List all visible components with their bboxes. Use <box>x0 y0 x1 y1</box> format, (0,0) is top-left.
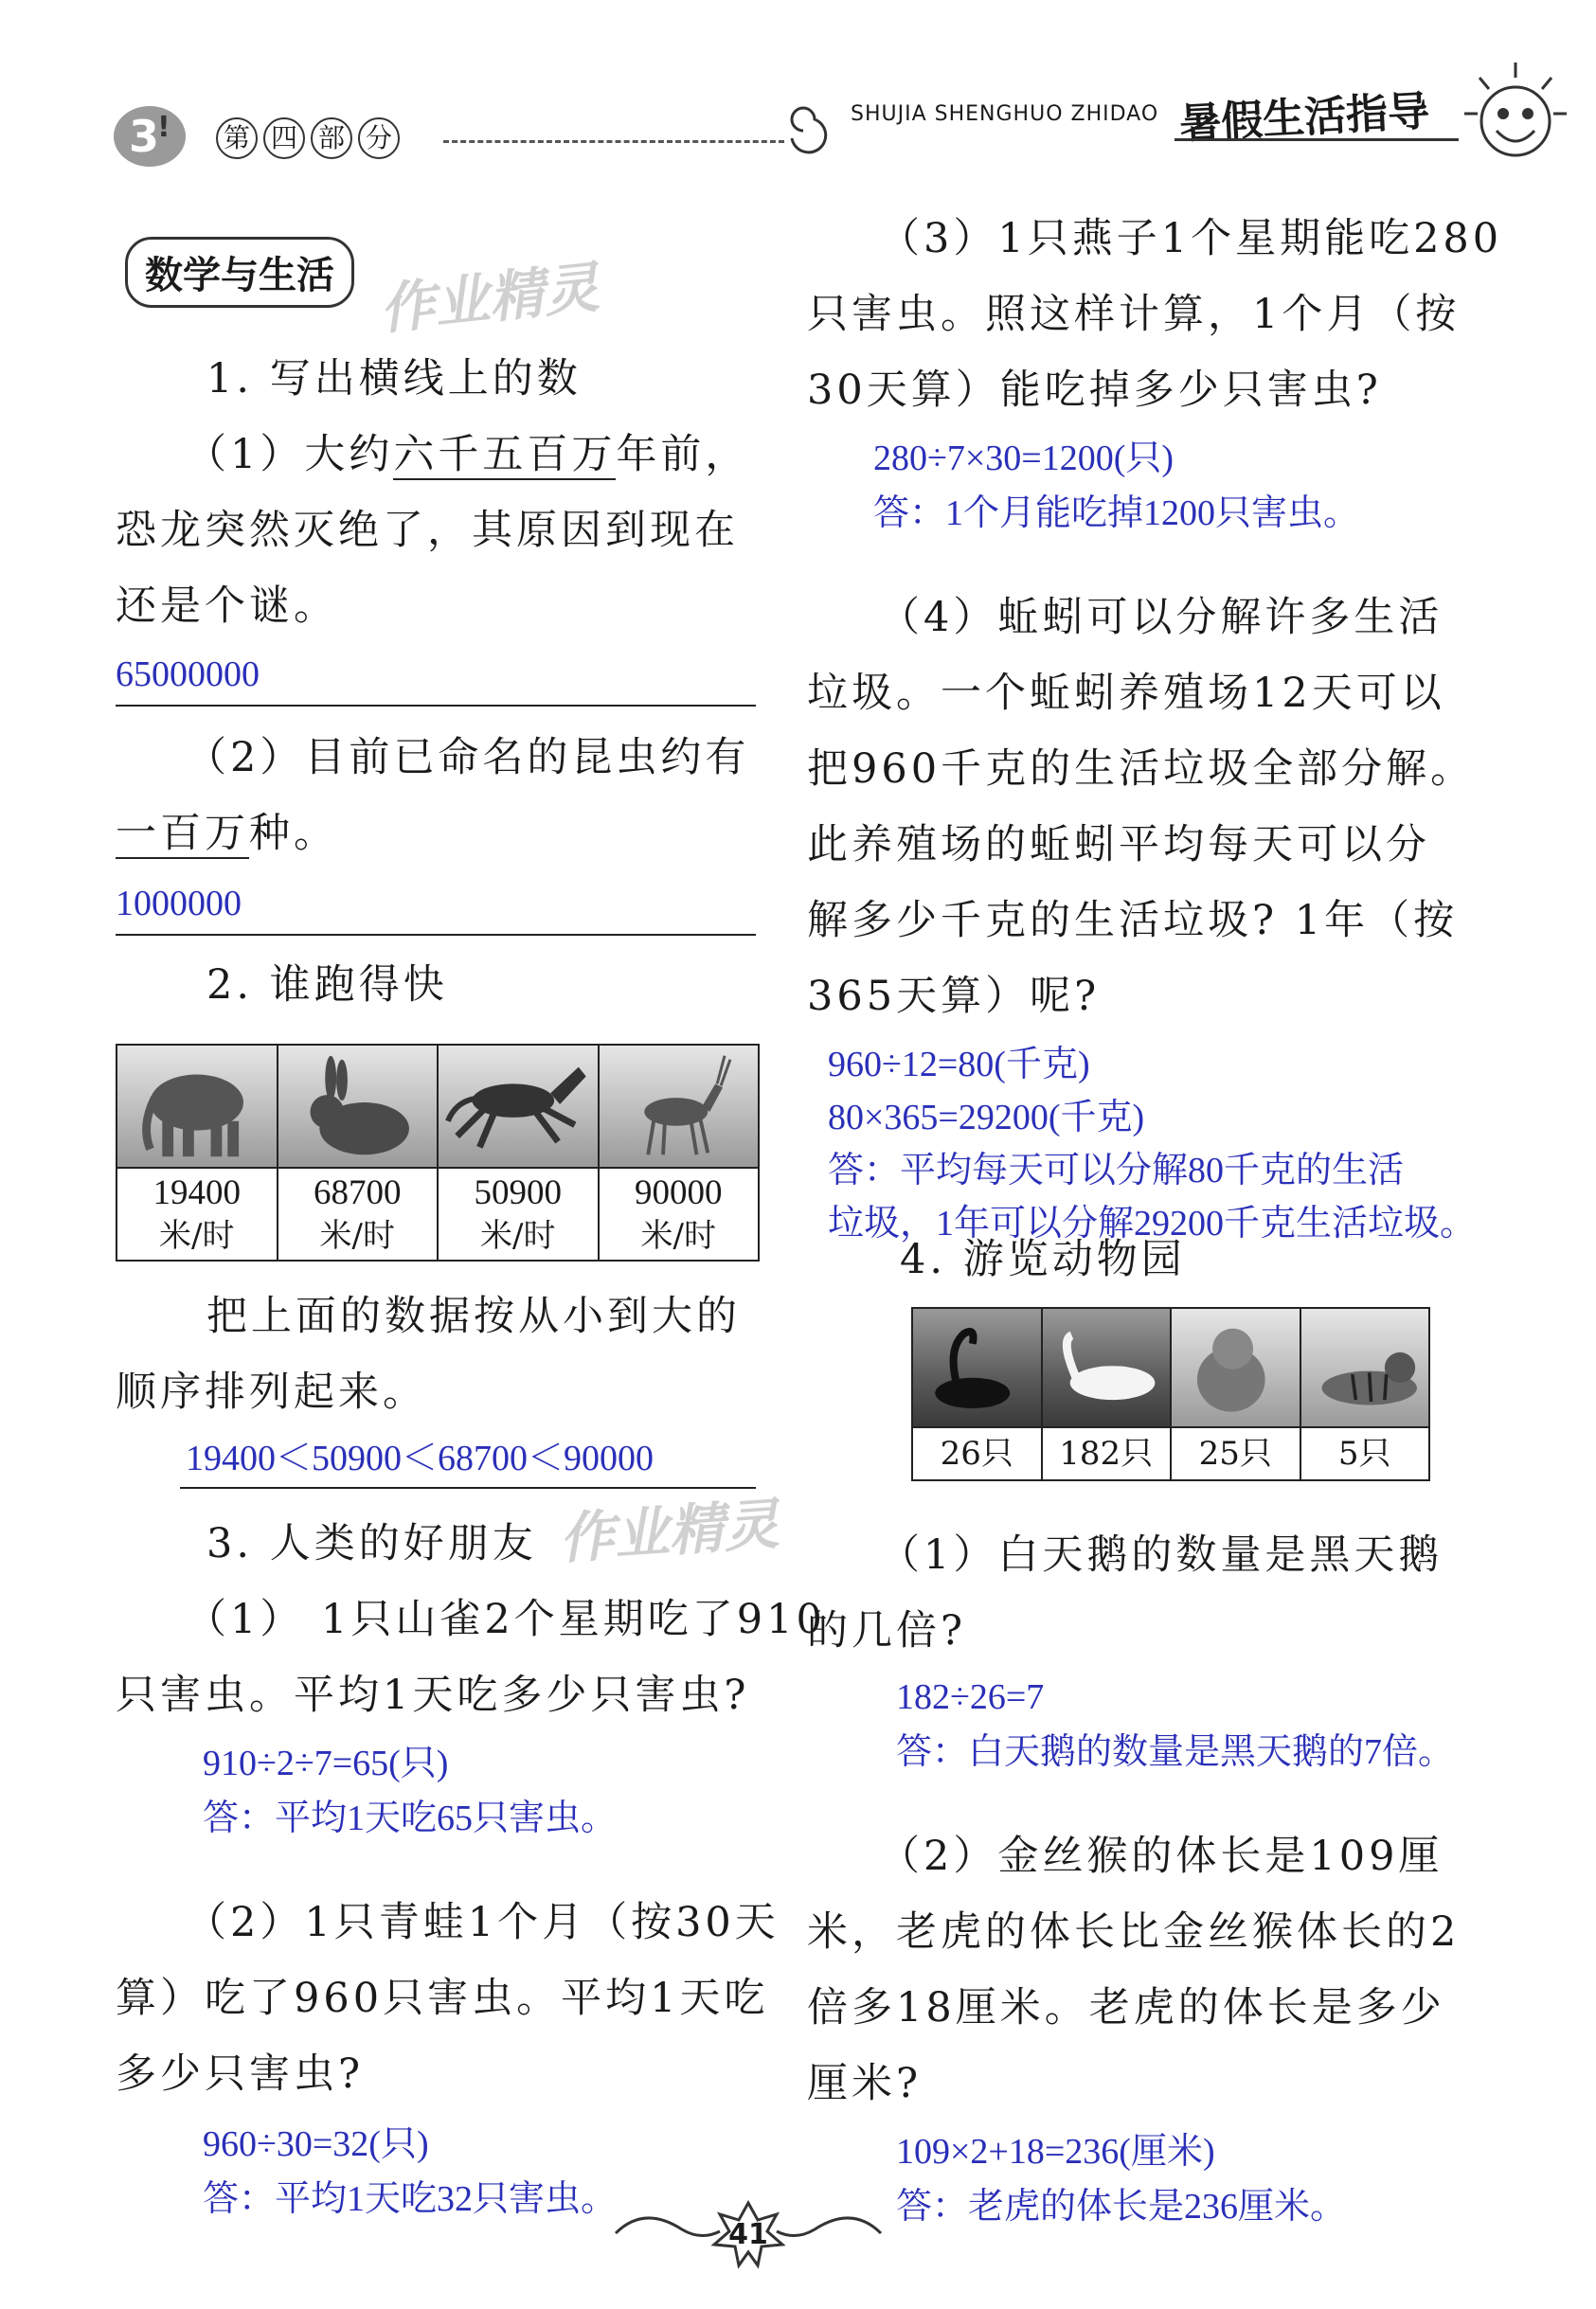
header-pinyin: SHUJIA SHENGHUO ZHIDAO <box>851 102 1159 126</box>
q4-p2-answer: 答：老虎的体长是236厘米。 <box>896 2187 1347 2227</box>
q3-p4-line4: 此养殖场的蚯蚓平均每天可以分 <box>807 821 1430 868</box>
section-char: 部 <box>311 117 352 159</box>
q3-p4-calc1: 960÷12=80(千克) <box>828 1045 1090 1084</box>
svg-text:3: 3 <box>129 111 160 162</box>
q4-p2-line4: 厘米? <box>807 2060 923 2107</box>
horse-photo <box>439 1046 598 1167</box>
animal-count: 5只 <box>1337 1435 1391 1473</box>
watermark: 作业精灵 <box>376 255 602 342</box>
q4-p2-line3: 倍多18厘米。老虎的体长是多少 <box>807 1984 1445 2032</box>
q3-p3-answer: 答：1个月能吃掉1200只害虫。 <box>873 493 1360 533</box>
speed-value: 50900 <box>474 1173 562 1212</box>
header-dashed-line <box>443 140 784 143</box>
q3-p3-calc: 280÷7×30=1200(只) <box>873 439 1175 478</box>
q2-answer: 19400＜50900＜68700＜90000 <box>186 1439 655 1478</box>
tiger-photo <box>1301 1309 1429 1426</box>
speed-value: 68700 <box>314 1173 402 1212</box>
q2-instr-line1: 把上面的数据按从小到大的 <box>206 1293 741 1340</box>
q1-p1-pre: （1）大约 <box>186 431 394 478</box>
q1-p2-answer: 1000000 <box>116 884 242 923</box>
q4-p1-line1: （1）白天鹅的数量是黑天鹅 <box>879 1531 1444 1579</box>
rabbit-photo <box>278 1046 438 1167</box>
q3-p2-line2: 算）吃了960只害虫。平均1天吃 <box>116 1975 769 2022</box>
section-label <box>216 117 405 159</box>
q1-p1-line2: 恐龙突然灭绝了，其原因到现在 <box>116 507 739 554</box>
smiley-sun-icon <box>1459 57 1572 174</box>
q4-p1-line2: 的几倍? <box>807 1607 967 1655</box>
q2-title: 2. 谁跑得快 <box>206 961 448 1009</box>
q3-p4-line5: 解多少千克的生活垃圾? 1年（按 <box>807 897 1459 944</box>
swirl-icon <box>775 93 832 172</box>
speed-unit: 米/时 <box>159 1217 235 1255</box>
q1-p1-post: 年前， <box>616 431 750 478</box>
page-number: 41 <box>728 2218 768 2251</box>
q1-underlined-number: 六千五百万 <box>393 431 617 478</box>
section-title: 数学与生活 <box>125 237 354 308</box>
section-char: 分 <box>358 117 400 159</box>
speed-value: 90000 <box>635 1173 723 1212</box>
section-char: 四 <box>263 117 305 159</box>
q3-p2-answer: 答：平均1天吃32只害虫。 <box>203 2179 618 2219</box>
q1-underlined-number: 一百万 <box>116 810 249 857</box>
q1-p2-line2 <box>116 796 338 871</box>
header-logo <box>112 95 197 170</box>
speed-value: 19400 <box>152 1173 241 1212</box>
q3-p1-line2: 只害虫。平均1天吃多少只害虫? <box>116 1672 750 1719</box>
header-brand: 暑假生活指导 <box>1178 87 1431 149</box>
q1-p2-line1: （2）目前已命名的昆虫约有 <box>186 734 750 781</box>
q3-p2-calc: 960÷30=32(只) <box>203 2124 429 2164</box>
speed-unit: 米/时 <box>319 1217 395 1255</box>
animal-count: 26只 <box>940 1435 1013 1473</box>
q4-p2-calc: 109×2+18=236(厘米) <box>896 2132 1215 2172</box>
q3-p4-line1: （4）蚯蚓可以分解许多生活 <box>879 594 1444 641</box>
q1-p1-answer: 65000000 <box>116 654 260 694</box>
section-char: 第 <box>216 117 258 159</box>
q1-p2-post: 种。 <box>249 810 338 857</box>
q1-title: 1. 写出横线上的数 <box>206 355 582 403</box>
q3-p4-calc2: 80×365=29200(千克) <box>828 1098 1145 1137</box>
q3-p4-line3: 把960千克的生活垃圾全部分解。 <box>807 745 1476 793</box>
q2-instr-line2: 顺序排列起来。 <box>116 1369 427 1416</box>
q1-p1-line3: 还是个谜。 <box>116 582 338 630</box>
q4-p2-line2: 米，老虎的体长比金丝猴体长的2 <box>807 1908 1461 1956</box>
zoo-table <box>911 1307 1430 1481</box>
q4-p1-calc: 182÷26=7 <box>896 1677 1045 1717</box>
answer-line <box>116 934 756 936</box>
q3-title: 3. 人类的好朋友 <box>206 1520 537 1567</box>
q3-p2-line3: 多少只害虫? <box>116 2050 365 2098</box>
white-swan-photo <box>1043 1309 1171 1426</box>
q4-p2-line1: （2）金丝猴的体长是109厘 <box>879 1833 1444 1880</box>
q3-p3-line3: 30天算）能吃掉多少只害虫? <box>807 367 1382 414</box>
watermark: 作业精灵 <box>557 1491 781 1571</box>
speed-table <box>116 1044 760 1262</box>
elephant-photo <box>117 1046 277 1167</box>
golden-monkey-photo <box>1172 1309 1300 1426</box>
logo-icon <box>112 95 197 170</box>
antelope-photo <box>600 1046 759 1167</box>
q3-p4-line6: 365天算）呢? <box>807 973 1101 1020</box>
q3-p1-line1: （1） 1只山雀2个星期吃了910 <box>186 1596 826 1643</box>
answer-line <box>116 705 756 707</box>
q3-p2-line1: （2）1只青蛙1个月（按30天 <box>186 1899 780 1946</box>
q3-p4-answer1: 答：平均每天可以分解80千克的生活 <box>828 1151 1405 1190</box>
q4-title: 4. 游览动物园 <box>900 1236 1186 1283</box>
svg-text:!: ! <box>157 111 170 144</box>
q3-p4-answer2: 垃圾，1年可以分解29200千克生活垃圾。 <box>828 1204 1477 1244</box>
q3-p1-answer: 答：平均1天吃65只害虫。 <box>203 1799 618 1838</box>
animal-count: 182只 <box>1059 1435 1154 1473</box>
q3-p1-calc: 910÷2÷7=65(只) <box>203 1744 449 1783</box>
q3-p3-line1: （3）1只燕子1个星期能吃280 <box>879 215 1503 262</box>
q1-p1-line1 <box>186 417 749 492</box>
speed-unit: 米/时 <box>640 1217 716 1255</box>
animal-count: 25只 <box>1198 1435 1272 1473</box>
brand-underline <box>1175 138 1459 141</box>
speed-unit: 米/时 <box>480 1217 556 1255</box>
black-swan-photo <box>913 1309 1041 1426</box>
q4-p1-answer: 答：白天鹅的数量是黑天鹅的7倍。 <box>896 1732 1455 1772</box>
q3-p3-line2: 只害虫。照这样计算，1个月（按 <box>807 291 1461 338</box>
q3-p4-line2: 垃圾。一个蚯蚓养殖场12天可以 <box>807 670 1445 717</box>
